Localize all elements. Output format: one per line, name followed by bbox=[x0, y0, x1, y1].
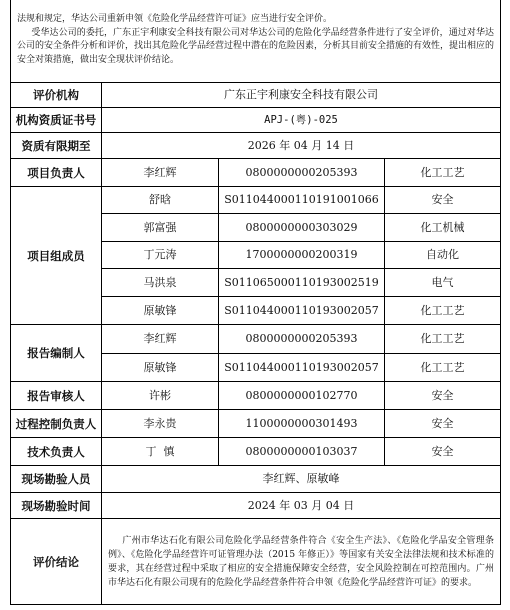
validity-row bbox=[11, 133, 501, 159]
conclusion-text: 广州市华达石化有限公司危险化学品经营条件符合《安全生产法》、《危险化学品安全管理条例》、《危险化学品经营许可证管理办法（2015 年修正）》等国家有关安全法律法规和技术标准的要求，其在经营过程中采取了相应的安全措施保障安全经营，安全风险控制在可控范围内。广州市华达石化有限公司现有的危险化学品经营条件符合申领《危险化学品经营许可证》的要求。 bbox=[108, 536, 495, 588]
conclusion-text-cell bbox=[102, 519, 501, 605]
validity-label: 资质有限期至 bbox=[11, 133, 102, 159]
writers-label: 报告编制人 bbox=[11, 325, 102, 382]
intro-line-1: 法规和规定，华达公司重新申领《危险化学品经营许可证》应当进行安全评价。 bbox=[17, 14, 333, 24]
leader-field: 化工工艺 bbox=[385, 159, 501, 187]
intro-line-2: 受华达公司的委托，广东正宇利康安全科技有限公司对华达公司的危险化学品经营条件进行了安全评价，通过对华达公司的安全条件分析和评价，找出其危险化学品经营过程中潜在的危险因素，分析其目前安全措施的有效性，提出相应的安全对策措施，做出安全现状评价结论。 bbox=[17, 27, 495, 65]
tech-name: 丁 慎 bbox=[102, 438, 219, 466]
agency-row bbox=[11, 83, 501, 108]
member-field: 化工工艺 bbox=[385, 297, 501, 325]
process-control-name: 李永贵 bbox=[102, 410, 219, 438]
member-name: 丁元涛 bbox=[102, 242, 219, 269]
intro-row bbox=[11, 0, 501, 83]
member-number: S011044000110191001066 bbox=[219, 187, 385, 214]
writer-name: 李红辉 bbox=[102, 325, 219, 354]
evaluation-info-table bbox=[10, 0, 501, 605]
leader-number: 0800000000205393 bbox=[219, 159, 385, 187]
survey-persons-row bbox=[11, 466, 501, 493]
writer-name: 原敏锋 bbox=[102, 354, 219, 382]
intro-paragraph bbox=[11, 0, 501, 83]
member-field: 自动化 bbox=[385, 242, 501, 269]
reviewer-row bbox=[11, 382, 501, 410]
cert-label: 机构资质证书号 bbox=[11, 108, 102, 133]
cert-value: APJ-(粤)-025 bbox=[102, 108, 501, 133]
cert-row bbox=[11, 108, 501, 133]
process-control-row bbox=[11, 410, 501, 438]
writer-row bbox=[11, 325, 501, 354]
member-name: 舒晗 bbox=[102, 187, 219, 214]
member-name: 原敏锋 bbox=[102, 297, 219, 325]
agency-label: 评价机构 bbox=[11, 83, 102, 108]
conclusion-row bbox=[11, 519, 501, 605]
leader-row bbox=[11, 159, 501, 187]
survey-time-label: 现场勘验时间 bbox=[11, 493, 102, 519]
member-number: S011065000110193002519 bbox=[219, 269, 385, 297]
survey-time-value: 2024 年 03 月 04 日 bbox=[102, 493, 501, 519]
member-name: 郭富强 bbox=[102, 214, 219, 242]
survey-persons-label: 现场勘验人员 bbox=[11, 466, 102, 493]
tech-label: 技术负责人 bbox=[11, 438, 102, 466]
reviewer-label: 报告审核人 bbox=[11, 382, 102, 410]
writer-field: 化工工艺 bbox=[385, 325, 501, 354]
survey-time-row bbox=[11, 493, 501, 519]
reviewer-field: 安全 bbox=[385, 382, 501, 410]
tech-field: 安全 bbox=[385, 438, 501, 466]
reviewer-number: 0800000000102770 bbox=[219, 382, 385, 410]
tech-number: 0800000000103037 bbox=[219, 438, 385, 466]
writer-number: S011044000110193002057 bbox=[219, 354, 385, 382]
agency-value: 广东正宇利康安全科技有限公司 bbox=[102, 83, 501, 108]
members-label: 项目组成员 bbox=[11, 187, 102, 325]
survey-persons-value: 李红辉、原敏峰 bbox=[102, 466, 501, 493]
member-field: 电气 bbox=[385, 269, 501, 297]
member-number: 0800000000303029 bbox=[219, 214, 385, 242]
tech-row bbox=[11, 438, 501, 466]
validity-value: 2026 年 04 月 14 日 bbox=[102, 133, 501, 159]
process-control-label: 过程控制负责人 bbox=[11, 410, 102, 438]
leader-label: 项目负责人 bbox=[11, 159, 102, 187]
process-control-number: 1100000000301493 bbox=[219, 410, 385, 438]
member-name: 马洪泉 bbox=[102, 269, 219, 297]
writer-number: 0800000000205393 bbox=[219, 325, 385, 354]
member-field: 安全 bbox=[385, 187, 501, 214]
process-control-field: 安全 bbox=[385, 410, 501, 438]
leader-name: 李红辉 bbox=[102, 159, 219, 187]
conclusion-label: 评价结论 bbox=[11, 519, 102, 605]
member-row bbox=[11, 187, 501, 214]
member-number: S011044000110193002057 bbox=[219, 297, 385, 325]
member-number: 1700000000200319 bbox=[219, 242, 385, 269]
reviewer-name: 许彬 bbox=[102, 382, 219, 410]
member-field: 化工机械 bbox=[385, 214, 501, 242]
writer-field: 化工工艺 bbox=[385, 354, 501, 382]
